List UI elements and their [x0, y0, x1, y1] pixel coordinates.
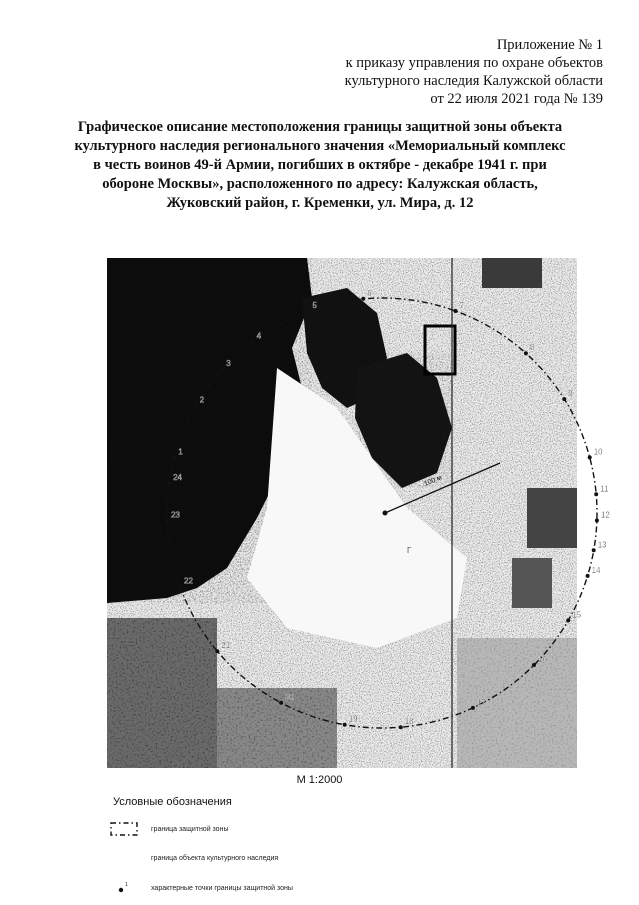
boundary-point-4 [251, 339, 255, 343]
boundary-point-22 [178, 585, 182, 589]
boundary-point-label-5: 5 [312, 301, 317, 310]
map-scale: М 1:2000 [296, 774, 343, 786]
boundary-point-10 [588, 455, 592, 459]
boundary-point-label-20: 20 [285, 692, 295, 702]
boundary-point-label-1: 1 [178, 447, 183, 457]
radius-label: 100 м [423, 474, 443, 488]
boundary-point-23 [165, 519, 169, 523]
block-se-texture [457, 638, 577, 768]
boundary-point-16 [532, 663, 536, 667]
legend-label-boundary-points: характерные точки границы защитной зоны [151, 884, 293, 892]
patch-sw-1-texture [107, 618, 217, 768]
boundary-point-label-23: 23 [171, 510, 181, 520]
boundary-point-label-12: 12 [600, 510, 610, 520]
boundary-point-8 [524, 351, 528, 355]
boundary-point-5 [307, 309, 311, 313]
boundary-point-12 [595, 519, 599, 523]
boundary-point-label-4: 4 [256, 331, 262, 341]
boundary-point-label-8: 8 [529, 343, 535, 353]
boundary-point-11 [594, 492, 598, 496]
legend-title: Условные обозначения [113, 796, 232, 808]
point-marker-icon [107, 878, 147, 898]
boundary-point-label-13: 13 [597, 540, 607, 550]
building-right [527, 488, 577, 548]
boundary-point-label-6: 6 [367, 288, 372, 298]
boundary-point-20 [279, 701, 283, 705]
boundary-point-label-16: 16 [538, 655, 547, 664]
boundary-point-label-17: 17 [476, 697, 486, 707]
boundary-point-label-2: 2 [199, 395, 205, 405]
boundary-point-15 [566, 619, 570, 623]
boundary-point-label-11: 11 [600, 484, 609, 494]
legend-item-object-boundary [107, 848, 278, 868]
boundary-point-label-21: 21 [221, 641, 231, 651]
boundary-point-13 [592, 548, 596, 552]
boundary-point-6 [361, 297, 365, 301]
boundary-point-label-22: 22 [184, 576, 193, 586]
object-label: Г [407, 546, 412, 555]
boundary-point-label-18: 18 [404, 717, 414, 727]
boundary-point-9 [562, 397, 566, 401]
object-boundary-icon [107, 848, 147, 868]
boundary-point-17 [471, 706, 475, 710]
boundary-point-18 [399, 725, 403, 729]
boundary-point-label-9: 9 [568, 389, 573, 399]
appendix-line-4: от 22 июля 2021 года № 139 [430, 91, 603, 107]
boundary-point-label-24: 24 [173, 473, 183, 483]
appendix-line-3: культурного наследия Калужской области [344, 73, 603, 89]
boundary-point-label-3: 3 [226, 359, 231, 369]
legend-label-zone-boundary: граница защитной зоны [151, 825, 229, 833]
boundary-point-14 [586, 574, 590, 578]
boundary-point-19 [343, 723, 347, 727]
appendix-line-1: Приложение № 1 [496, 37, 603, 53]
boundary-point-3 [220, 367, 224, 371]
legend-item-boundary-points [107, 878, 293, 898]
legend-point-number: 1 [125, 882, 128, 888]
boundary-point-1 [172, 455, 176, 459]
legend-label-object-boundary: граница объекта культурного наследия [151, 854, 279, 862]
boundary-point-label-19: 19 [348, 714, 358, 724]
boundary-point-21 [215, 649, 219, 653]
dashed-boundary-icon [107, 819, 147, 839]
boundary-point-label-14: 14 [591, 565, 601, 575]
boundary-point-label-10: 10 [593, 447, 603, 457]
building-ne [482, 258, 542, 288]
appendix-header [345, 36, 603, 108]
boundary-point-label-15: 15 [572, 610, 582, 620]
boundary-point-7 [454, 309, 458, 313]
boundary-point-24 [167, 481, 171, 485]
building-right-2 [512, 558, 552, 608]
boundary-point-2 [194, 404, 198, 408]
document-title: Графическое описание местоположения границы защитной зоны объекта культурного наследия регионального значения «Мемориальный комплекс в честь воинов 49-й Армии, погибших в октябре - декабре 1941 г. при обороне Москвы», расположенного по адресу: Калужская область, Жуковский район, г. Кременки, ул. Мира, д. 12 [74, 119, 566, 211]
aerial-map [107, 258, 610, 768]
boundary-point-label-7: 7 [459, 301, 464, 310]
appendix-line-2: к приказу управления по охране объектов [345, 55, 603, 71]
legend-item-zone-boundary [107, 819, 228, 839]
radius-end-point [383, 511, 388, 516]
